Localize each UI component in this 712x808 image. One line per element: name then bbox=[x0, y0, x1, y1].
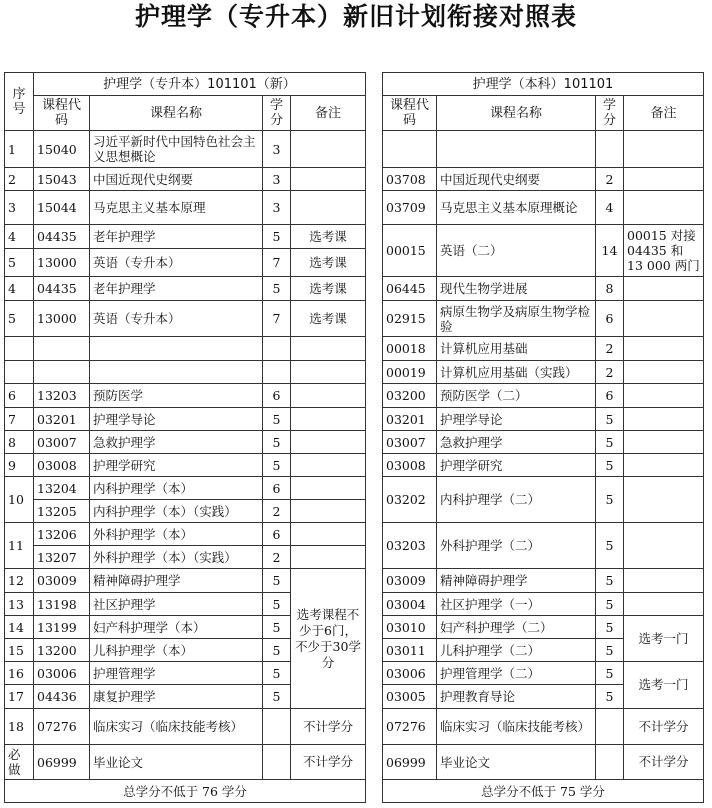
left-header-note: 备注 bbox=[290, 95, 366, 131]
right-name-cell: 中国近现代史纲要 bbox=[436, 167, 596, 191]
left-credit-cell: 6 bbox=[262, 476, 291, 500]
left-note-cell bbox=[290, 545, 366, 569]
left-code-cell: 04435 bbox=[33, 224, 90, 249]
right-credit-cell: 2 bbox=[595, 167, 624, 191]
right-section-header: 护理学（本科）101101 bbox=[382, 72, 704, 96]
left-seq-cell: 5 bbox=[4, 248, 34, 277]
page-title: 护理学（专升本）新旧计划衔接对照表 bbox=[134, 2, 577, 31]
left-empty-cell bbox=[4, 360, 34, 384]
left-credit-cell: 3 bbox=[262, 167, 291, 191]
left-credit-cell: 5 bbox=[262, 592, 291, 616]
right-note-cell bbox=[623, 383, 704, 408]
right-credit-cell: 5 bbox=[595, 592, 624, 616]
right-code-cell: 00018 bbox=[382, 336, 437, 361]
left-code-cell: 13000 bbox=[33, 300, 90, 337]
right-note-cell bbox=[623, 336, 704, 361]
left-code-cell: 13206 bbox=[33, 522, 90, 546]
right-code-cell: 06445 bbox=[382, 276, 437, 301]
left-name-cell: 英语（专升本） bbox=[89, 300, 263, 337]
right-name-cell: 马克思主义基本原理概论 bbox=[436, 190, 596, 225]
left-seq-cell: 17 bbox=[4, 684, 34, 709]
right-credit-cell: 8 bbox=[595, 276, 624, 301]
left-code-cell: 03201 bbox=[33, 407, 90, 431]
left-credit-cell: 5 bbox=[262, 661, 291, 685]
left-note-cell bbox=[290, 522, 366, 546]
left-name-cell: 康复护理学 bbox=[89, 684, 263, 709]
right-code-cell: 03200 bbox=[382, 383, 437, 408]
left-code-cell: 04436 bbox=[33, 684, 90, 709]
left-note-cell: 不计学分 bbox=[290, 744, 366, 780]
right-credit-cell: 2 bbox=[595, 360, 624, 384]
left-code-cell: 15040 bbox=[33, 130, 90, 168]
right-credit-cell: 5 bbox=[595, 430, 624, 454]
right-header-credit: 学分 bbox=[595, 95, 624, 131]
left-note-cell: 选考课 bbox=[290, 248, 366, 277]
left-name-cell: 精神障碍护理学 bbox=[89, 568, 263, 593]
left-seq-cell: 5 bbox=[4, 300, 34, 337]
right-name-cell: 计算机应用基础（实践） bbox=[436, 360, 596, 384]
left-credit-cell: 5 bbox=[262, 407, 291, 431]
left-credit-cell: 5 bbox=[262, 453, 291, 477]
left-name-cell: 护理管理学 bbox=[89, 661, 263, 685]
left-empty-cell bbox=[290, 336, 366, 361]
left-seq-cell: 11 bbox=[4, 522, 34, 569]
right-credit-cell: 5 bbox=[595, 568, 624, 593]
right-code-cell: 02915 bbox=[382, 300, 437, 337]
left-seq-cell: 16 bbox=[4, 661, 34, 685]
left-code-cell: 13000 bbox=[33, 248, 90, 277]
right-credit-cell bbox=[595, 708, 624, 745]
right-elective-note-2: 选考一门 bbox=[623, 661, 704, 709]
left-header-name: 课程名称 bbox=[89, 95, 263, 131]
left-name-cell: 儿科护理学（本） bbox=[89, 638, 263, 662]
right-code-cell: 03011 bbox=[382, 638, 437, 662]
left-name-cell: 习近平新时代中国特色社会主义思想概论 bbox=[89, 130, 263, 168]
left-seq-cell: 12 bbox=[4, 568, 34, 593]
right-footer-total: 总学分不低于 75 学分 bbox=[382, 779, 704, 803]
right-name-cell: 社区护理学（一） bbox=[436, 592, 596, 616]
right-code-cell: 03709 bbox=[382, 190, 437, 225]
right-note-cell: 00015 对接 04435 和 13 000 两门 bbox=[623, 224, 704, 277]
left-note-cell bbox=[290, 407, 366, 431]
left-seq-cell: 3 bbox=[4, 190, 34, 225]
left-code-cell: 06999 bbox=[33, 744, 90, 780]
left-empty-cell bbox=[89, 360, 263, 384]
right-name-cell: 护理管理学（二） bbox=[436, 661, 596, 685]
left-credit-cell: 7 bbox=[262, 300, 291, 337]
left-code-cell: 13204 bbox=[33, 476, 90, 500]
left-code-cell: 13207 bbox=[33, 545, 90, 569]
right-note-cell bbox=[623, 430, 704, 454]
right-credit-cell: 5 bbox=[595, 684, 624, 709]
left-code-cell: 07276 bbox=[33, 708, 90, 745]
left-note-cell bbox=[290, 453, 366, 477]
left-code-cell: 13200 bbox=[33, 638, 90, 662]
left-note-cell bbox=[290, 499, 366, 523]
right-credit-cell: 5 bbox=[595, 522, 624, 569]
right-name-cell: 预防医学（二） bbox=[436, 383, 596, 408]
right-credit-cell: 6 bbox=[595, 383, 624, 408]
left-header-credit: 学分 bbox=[262, 95, 291, 131]
right-code-cell: 03008 bbox=[382, 453, 437, 477]
left-seq-cell: 必做 bbox=[4, 744, 34, 780]
left-note-cell: 选考课 bbox=[290, 224, 366, 249]
right-note-cell bbox=[623, 453, 704, 477]
right-name-cell: 护理学研究 bbox=[436, 453, 596, 477]
left-name-cell: 英语（专升本） bbox=[89, 248, 263, 277]
left-note-cell bbox=[290, 190, 366, 225]
left-note-cell bbox=[290, 167, 366, 191]
right-name-cell: 外科护理学（二） bbox=[436, 522, 596, 569]
left-seq-cell: 6 bbox=[4, 383, 34, 408]
right-header-code: 课程代码 bbox=[382, 95, 437, 131]
left-credit-cell: 3 bbox=[262, 130, 291, 168]
left-credit-cell: 2 bbox=[262, 545, 291, 569]
right-code-cell: 03007 bbox=[382, 430, 437, 454]
right-credit-cell: 5 bbox=[595, 476, 624, 523]
right-code-cell: 03202 bbox=[382, 476, 437, 523]
left-header-code: 课程代码 bbox=[33, 95, 90, 131]
right-code-cell: 03201 bbox=[382, 407, 437, 431]
left-credit-cell: 3 bbox=[262, 190, 291, 225]
right-name-cell: 护理学导论 bbox=[436, 407, 596, 431]
left-credit-cell: 6 bbox=[262, 522, 291, 546]
left-name-cell: 护理学导论 bbox=[89, 407, 263, 431]
right-code-cell: 03708 bbox=[382, 167, 437, 191]
left-credit-cell bbox=[262, 744, 291, 780]
right-note-cell bbox=[623, 476, 704, 523]
right-note-cell bbox=[623, 522, 704, 569]
left-code-cell: 03006 bbox=[33, 661, 90, 685]
right-note-cell bbox=[623, 592, 704, 616]
left-note-cell bbox=[290, 430, 366, 454]
left-empty-cell bbox=[290, 360, 366, 384]
left-seq-cell: 8 bbox=[4, 430, 34, 454]
left-name-cell: 外科护理学（本）（实践） bbox=[89, 545, 263, 569]
left-note-cell: 不计学分 bbox=[290, 708, 366, 745]
left-seq-cell: 18 bbox=[4, 708, 34, 745]
right-empty-cell bbox=[623, 130, 704, 168]
left-name-cell: 毕业论文 bbox=[89, 744, 263, 780]
left-footer-total: 总学分不低于 76 学分 bbox=[4, 779, 366, 803]
left-seq-cell: 4 bbox=[4, 224, 34, 249]
right-note-cell bbox=[623, 568, 704, 593]
left-seq-cell: 15 bbox=[4, 638, 34, 662]
left-seq-cell: 7 bbox=[4, 407, 34, 431]
left-code-cell: 13205 bbox=[33, 499, 90, 523]
left-name-cell: 内科护理学（本）（实践） bbox=[89, 499, 263, 523]
right-code-cell: 00019 bbox=[382, 360, 437, 384]
left-empty-cell bbox=[33, 336, 90, 361]
right-name-cell: 急救护理学 bbox=[436, 430, 596, 454]
left-empty-cell bbox=[262, 360, 291, 384]
left-code-cell: 13203 bbox=[33, 383, 90, 408]
left-empty-cell bbox=[4, 336, 34, 361]
right-name-cell: 精神障碍护理学 bbox=[436, 568, 596, 593]
left-name-cell: 中国近现代史纲要 bbox=[89, 167, 263, 191]
left-name-cell: 内科护理学（本） bbox=[89, 476, 263, 500]
left-seq-cell: 14 bbox=[4, 615, 34, 639]
right-note-cell bbox=[623, 300, 704, 337]
left-name-cell: 老年护理学 bbox=[89, 224, 263, 249]
right-name-cell: 现代生物学进展 bbox=[436, 276, 596, 301]
left-credit-cell: 5 bbox=[262, 568, 291, 593]
right-note-cell: 不计学分 bbox=[623, 708, 704, 745]
right-code-cell: 03009 bbox=[382, 568, 437, 593]
right-name-cell: 毕业论文 bbox=[436, 744, 596, 780]
right-code-cell: 07276 bbox=[382, 708, 437, 745]
right-name-cell: 妇产科护理学（二） bbox=[436, 615, 596, 639]
right-credit-cell: 5 bbox=[595, 661, 624, 685]
right-credit-cell: 5 bbox=[595, 638, 624, 662]
left-note-cell bbox=[290, 476, 366, 500]
right-credit-cell bbox=[595, 744, 624, 780]
left-empty-cell bbox=[33, 360, 90, 384]
left-note-cell bbox=[290, 130, 366, 168]
left-name-cell: 妇产科护理学（本） bbox=[89, 615, 263, 639]
left-credit-cell: 5 bbox=[262, 430, 291, 454]
left-credit-cell: 5 bbox=[262, 684, 291, 709]
right-credit-cell: 5 bbox=[595, 615, 624, 639]
right-note-cell bbox=[623, 407, 704, 431]
right-code-cell: 03005 bbox=[382, 684, 437, 709]
right-header-note: 备注 bbox=[623, 95, 704, 131]
left-credit-cell: 6 bbox=[262, 383, 291, 408]
left-code-cell: 13198 bbox=[33, 592, 90, 616]
left-seq-cell: 2 bbox=[4, 167, 34, 191]
right-name-cell: 临床实习（临床技能考核） bbox=[436, 708, 596, 745]
left-note-cell: 选考课 bbox=[290, 276, 366, 301]
left-credit-cell: 2 bbox=[262, 499, 291, 523]
right-code-cell: 00015 bbox=[382, 224, 437, 277]
right-name-cell: 计算机应用基础 bbox=[436, 336, 596, 361]
left-credit-cell: 7 bbox=[262, 248, 291, 277]
right-credit-cell: 6 bbox=[595, 300, 624, 337]
left-code-cell: 03007 bbox=[33, 430, 90, 454]
left-code-cell: 15043 bbox=[33, 167, 90, 191]
right-empty-cell bbox=[382, 130, 437, 168]
left-name-cell: 社区护理学 bbox=[89, 592, 263, 616]
right-note-cell bbox=[623, 276, 704, 301]
left-code-cell: 03008 bbox=[33, 453, 90, 477]
left-seq-cell: 1 bbox=[4, 130, 34, 168]
left-name-cell: 外科护理学（本） bbox=[89, 522, 263, 546]
left-credit-cell: 5 bbox=[262, 615, 291, 639]
right-credit-cell: 4 bbox=[595, 190, 624, 225]
left-name-cell: 护理学研究 bbox=[89, 453, 263, 477]
left-empty-cell bbox=[89, 336, 263, 361]
right-credit-cell: 5 bbox=[595, 453, 624, 477]
right-note-cell bbox=[623, 167, 704, 191]
right-name-cell: 英语（二） bbox=[436, 224, 596, 277]
left-seq-cell: 10 bbox=[4, 476, 34, 523]
right-name-cell: 内科护理学（二） bbox=[436, 476, 596, 523]
right-code-cell: 06999 bbox=[382, 744, 437, 780]
right-header-name: 课程名称 bbox=[436, 95, 596, 131]
left-code-cell: 13199 bbox=[33, 615, 90, 639]
left-code-cell: 03009 bbox=[33, 568, 90, 593]
right-note-cell bbox=[623, 360, 704, 384]
right-name-cell: 护理教育导论 bbox=[436, 684, 596, 709]
left-credit-cell bbox=[262, 708, 291, 745]
right-code-cell: 03004 bbox=[382, 592, 437, 616]
left-note-cell: 选考课 bbox=[290, 300, 366, 337]
right-empty-cell bbox=[436, 130, 596, 168]
right-empty-cell bbox=[595, 130, 624, 168]
left-empty-cell bbox=[262, 336, 291, 361]
right-credit-cell: 5 bbox=[595, 407, 624, 431]
right-credit-cell: 14 bbox=[595, 224, 624, 277]
header-seq: 序号 bbox=[4, 72, 34, 131]
right-name-cell: 儿科护理学（二） bbox=[436, 638, 596, 662]
left-credit-cell: 5 bbox=[262, 638, 291, 662]
left-name-cell: 老年护理学 bbox=[89, 276, 263, 301]
left-name-cell: 急救护理学 bbox=[89, 430, 263, 454]
left-name-cell: 临床实习（临床技能考核） bbox=[89, 708, 263, 745]
left-group-note: 选考课程不少于6门，不少于30学分 bbox=[290, 568, 366, 709]
left-seq-cell: 4 bbox=[4, 276, 34, 301]
left-seq-cell: 9 bbox=[4, 453, 34, 477]
right-credit-cell: 2 bbox=[595, 336, 624, 361]
left-credit-cell: 5 bbox=[262, 276, 291, 301]
right-code-cell: 03203 bbox=[382, 522, 437, 569]
left-code-cell: 15044 bbox=[33, 190, 90, 225]
left-section-header: 护理学（专升本）101101（新） bbox=[33, 72, 366, 96]
right-note-cell: 不计学分 bbox=[623, 744, 704, 780]
right-code-cell: 03006 bbox=[382, 661, 437, 685]
left-credit-cell: 5 bbox=[262, 224, 291, 249]
right-name-cell: 病原生物学及病原生物学检验 bbox=[436, 300, 596, 337]
left-note-cell bbox=[290, 383, 366, 408]
right-code-cell: 03010 bbox=[382, 615, 437, 639]
right-note-cell bbox=[623, 190, 704, 225]
left-name-cell: 马克思主义基本原理 bbox=[89, 190, 263, 225]
left-code-cell: 04435 bbox=[33, 276, 90, 301]
left-seq-cell: 13 bbox=[4, 592, 34, 616]
right-elective-note-1: 选考一门 bbox=[623, 615, 704, 662]
left-name-cell: 预防医学 bbox=[89, 383, 263, 408]
